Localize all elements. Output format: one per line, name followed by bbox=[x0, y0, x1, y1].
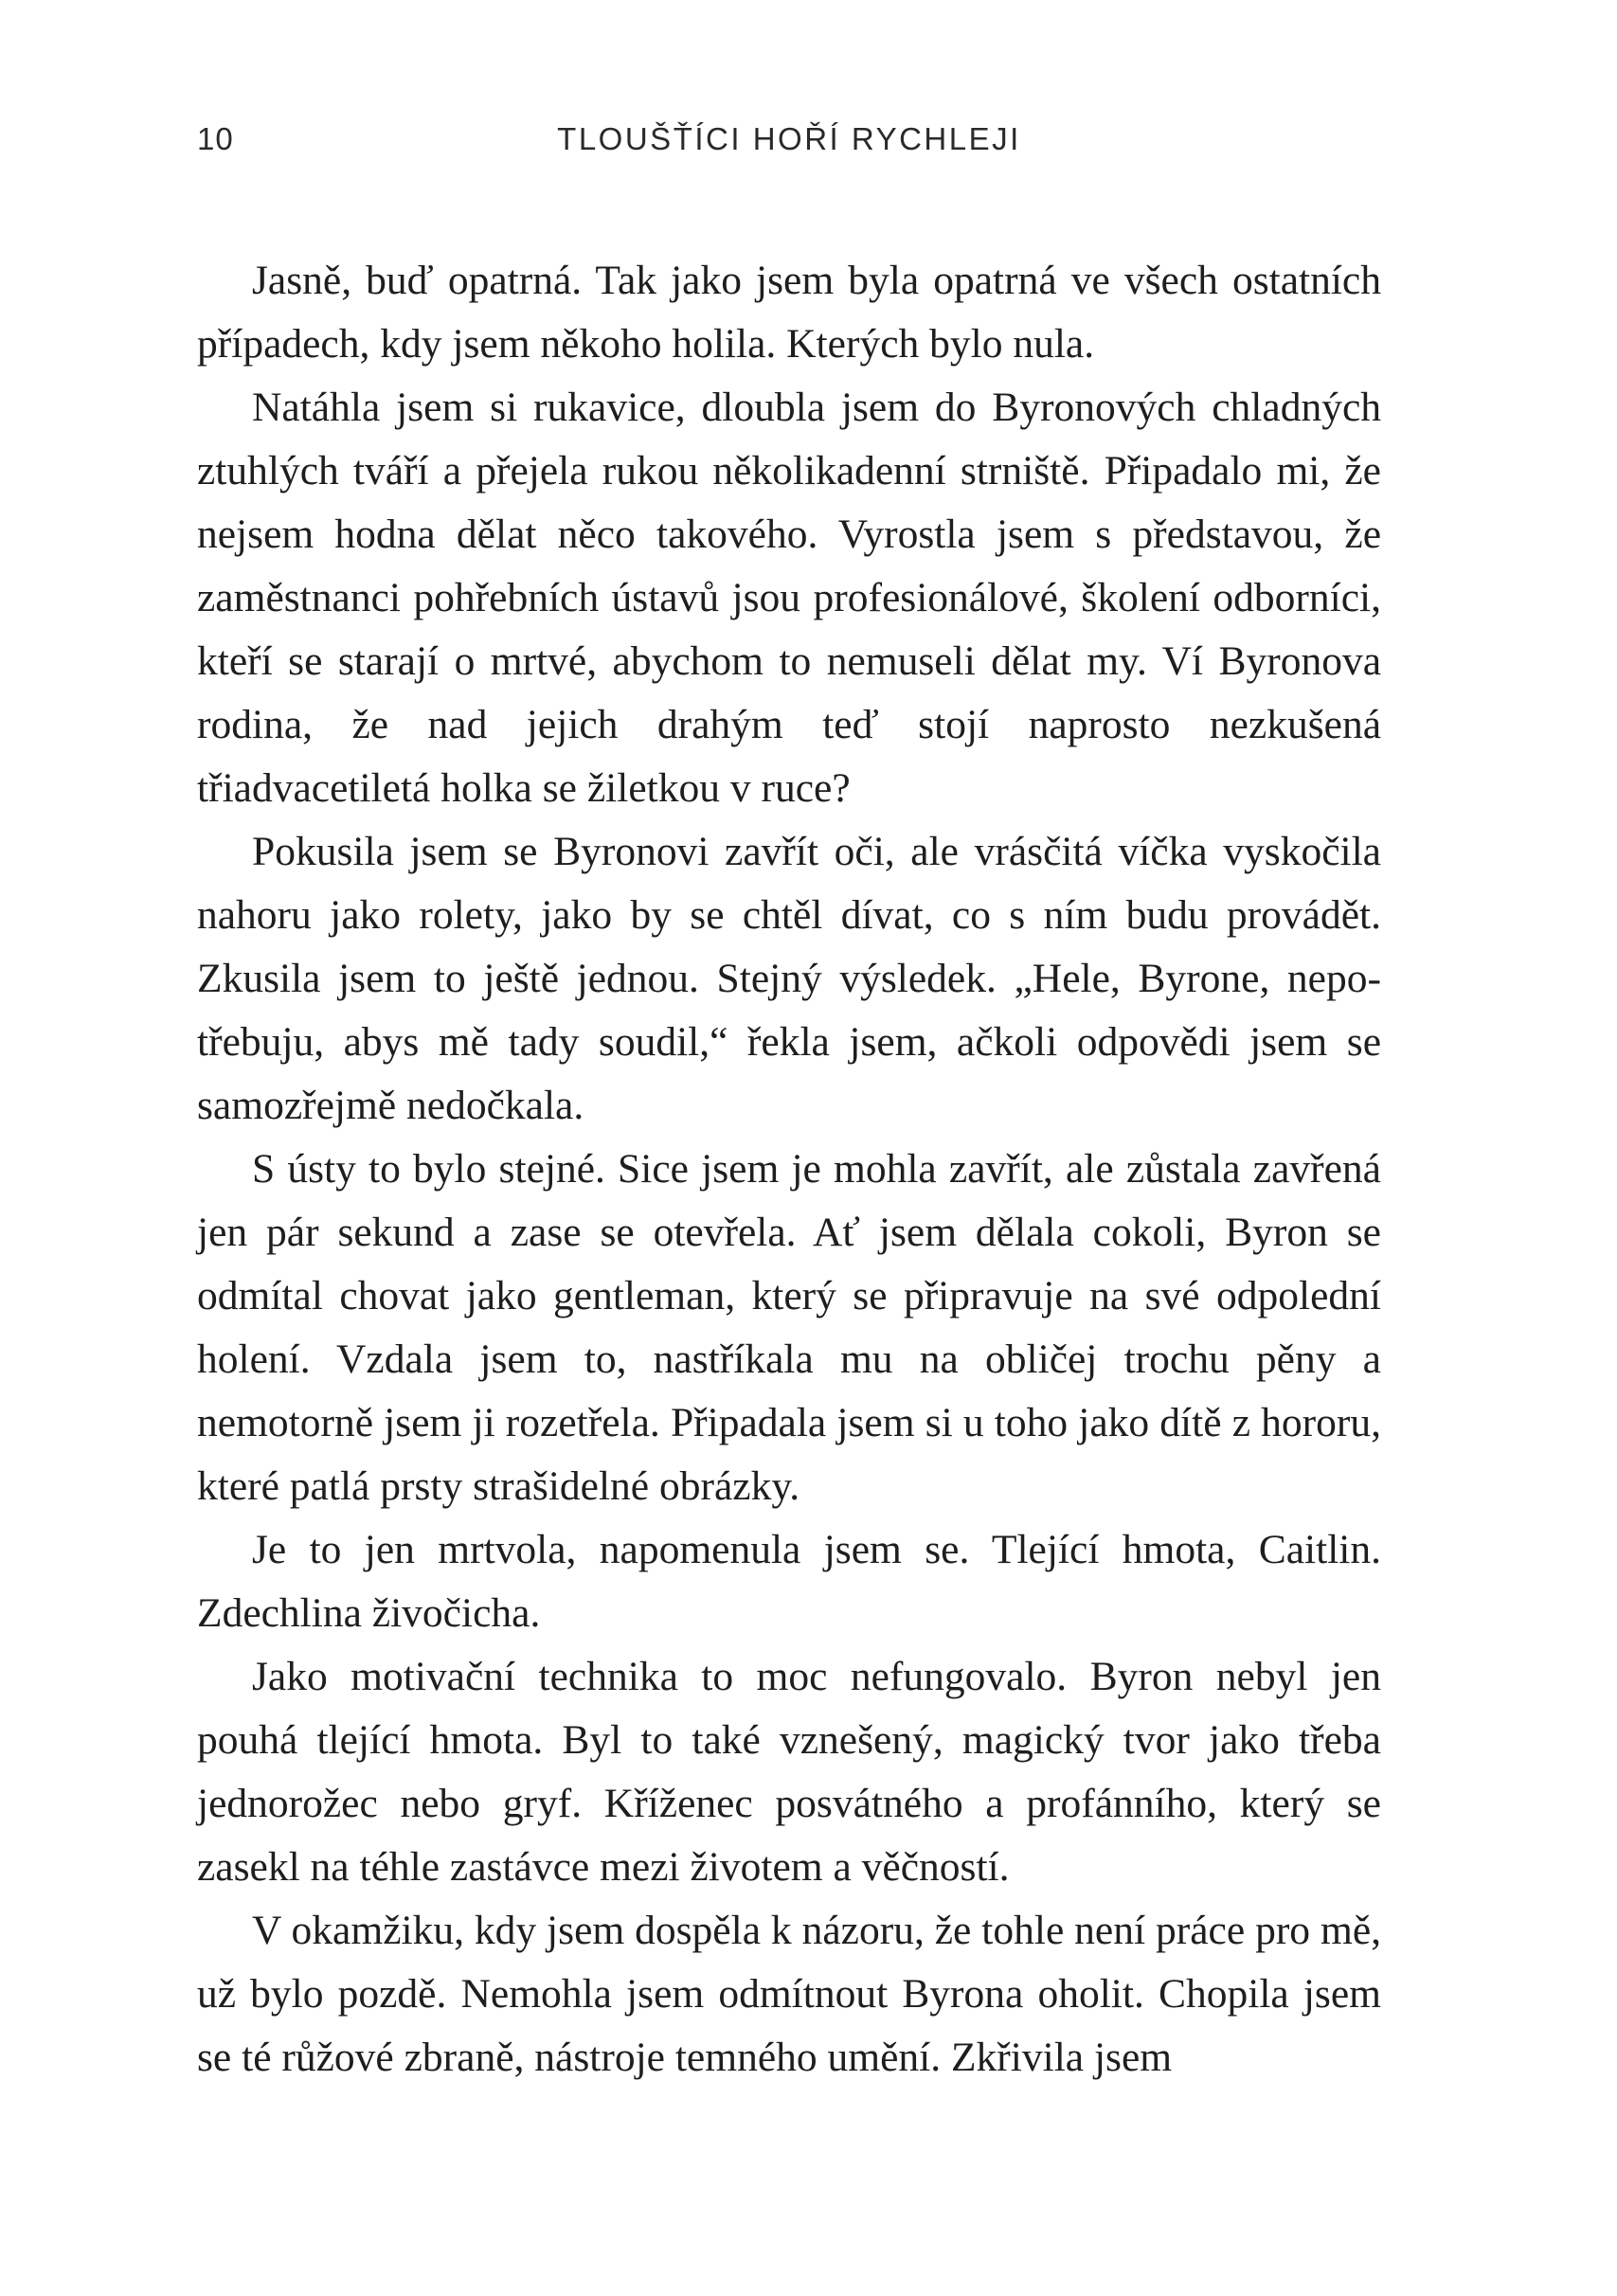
paragraph-4: S ústy to bylo stejné. Sice jsem je mohla zavřít, ale zůstala zavřená jen pár sekund a zase se otevřela. Ať jsem dělala cokoli, Byron se odmítal chovat jako gentleman, který se připravuje na své odpolední holení. Vzdala jsem to, nastříkala mu na obličej trochu pěny a nemotorně jsem ji rozetřela. Připadala jsem si u toho jako dítě z hororu, které patlá prsty strašidelné obrázky. bbox=[197, 1146, 1381, 1509]
body-text bbox=[197, 249, 1381, 2090]
running-title: TLOUŠŤÍCI HOŘÍ RYCHLEJI bbox=[557, 121, 1021, 156]
paragraph-6: Jako motivační technika to moc nefungovalo. Byron nebyl jen pouhá tlející hmota. Byl to také vznešený, magický tvor jako třeba jednorožec nebo gryf. Kříženec posvátného a profánního, který se zasekl na téhle zastávce mezi životem a věčností. bbox=[197, 1654, 1381, 1890]
running-header bbox=[197, 121, 1381, 169]
page-number: 10 bbox=[197, 121, 234, 156]
paragraph-1: Jasně, buď opatrná. Tak jako jsem byla opatrná ve všech ostatních případech, kdy jsem někoho holila. Kterých bylo nula. bbox=[197, 258, 1381, 367]
paragraph-3: Pokusila jsem se Byronovi zavřít oči, ale vrásčitá víčka vyskočila nahoru jako rolety, jako by se chtěl dívat, co s ním budu provádět. Zkusila jsem to ještě jednou. Stejný výsledek. „Hele, Byrone, nepotřebuju, abys mě tady soudil,“ řekla jsem, ačkoli odpovědi jsem se samozřejmě nedočkala. bbox=[197, 829, 1381, 1128]
paragraph-5: Je to jen mrtvola, napomenula jsem se. Tlející hmota, Caitlin. Zdechlina živočicha. bbox=[197, 1527, 1381, 1636]
paragraph-2: Natáhla jsem si rukavice, dloubla jsem do Byronových chladných ztuhlých tváří a přejela rukou několikadenní strniště. Připadalo mi, že nejsem hodna dělat něco takového. Vyrostla jsem s představou, že zaměstnanci pohřebních ústavů jsou profesionálové, školení odborníci, kteří se starají o mrtvé, abychom to nemuseli dělat my. Ví Byronova rodina, že nad jejich drahým teď stojí naprosto nezkušená třiadvacetiletá holka se žiletkou v ruce? bbox=[197, 385, 1381, 811]
paragraph-7: V okamžiku, kdy jsem dospěla k názoru, že tohle není práce pro mě, už bylo pozdě. Nemohla jsem odmítnout Byrona oholit. Chopila jsem se té růžové zbraně, nástroje temného umění. Zkřivila jsem bbox=[197, 1908, 1381, 2080]
